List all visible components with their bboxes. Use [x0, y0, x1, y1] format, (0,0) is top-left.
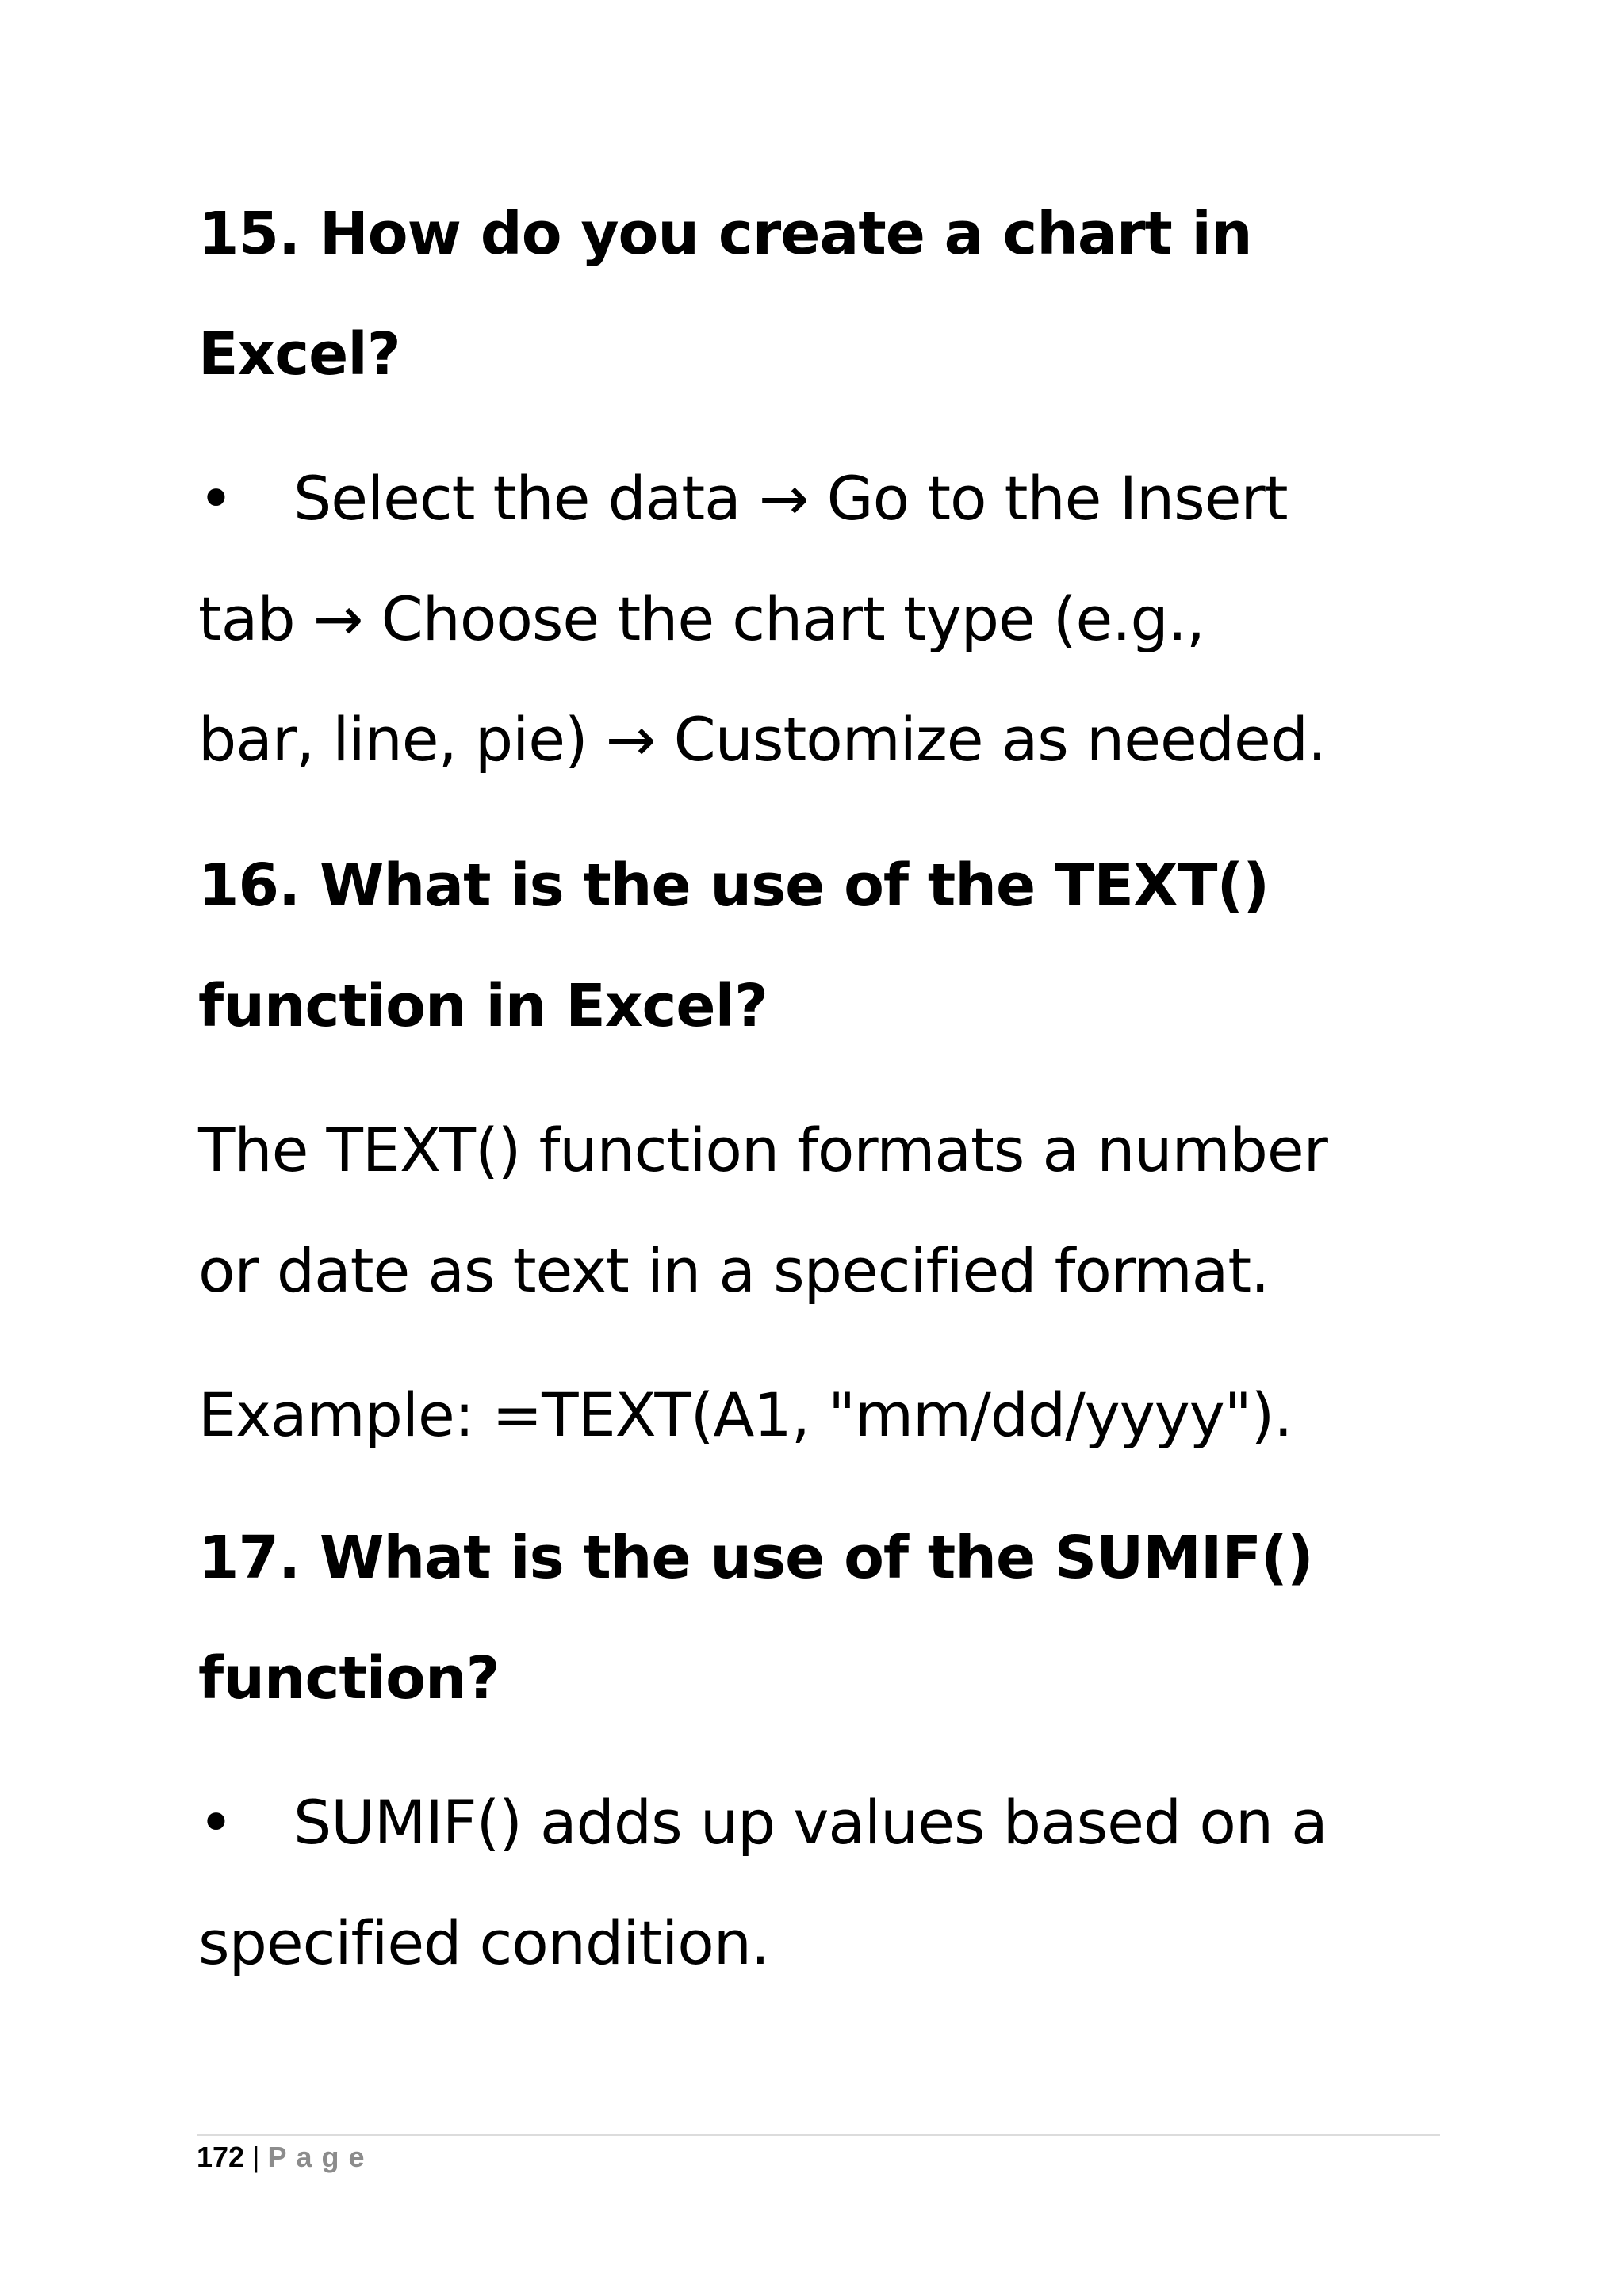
- footer-separator: |: [252, 2141, 260, 2173]
- q16-answer-line-1: The TEXT() function formats a number: [198, 1115, 1327, 1185]
- q17-answer-line-1: [198, 1787, 1327, 1858]
- q17-answer-text-1: SUMIF() adds up values based on a: [293, 1787, 1327, 1858]
- q17-heading-line-1: 17. What is the use of the SUMIF(): [198, 1524, 1313, 1592]
- q17-heading-line-2: function?: [198, 1644, 500, 1712]
- q16-answer-line-2: or date as text in a specified format.: [198, 1235, 1270, 1306]
- q16-example: Example: =TEXT(A1, "mm/dd/yyyy").: [198, 1380, 1293, 1450]
- q15-answer-line-3: bar, line, pie) → Customize as needed.: [198, 704, 1327, 775]
- q17-answer-line-2: specified condition.: [198, 1908, 770, 1978]
- q16-heading-line-1: 16. What is the use of the TEXT(): [198, 851, 1270, 920]
- bullet-icon: •: [198, 1787, 233, 1858]
- q15-answer-line-2: tab → Choose the chart type (e.g.,: [198, 584, 1205, 654]
- q15-heading-line-2: Excel?: [198, 320, 400, 388]
- page-footer: [197, 2141, 373, 2174]
- footer-divider: [197, 2134, 1440, 2136]
- page-label: Page: [267, 2141, 374, 2173]
- q16-heading-line-2: function in Excel?: [198, 972, 768, 1040]
- q15-heading-line-1: 15. How do you create a chart in: [198, 200, 1252, 268]
- q15-answer-text-1: Select the data → Go to the Insert: [293, 463, 1288, 534]
- page-number: 172: [197, 2141, 245, 2173]
- bullet-icon: •: [198, 463, 233, 534]
- q15-answer-line-1: [198, 463, 1288, 534]
